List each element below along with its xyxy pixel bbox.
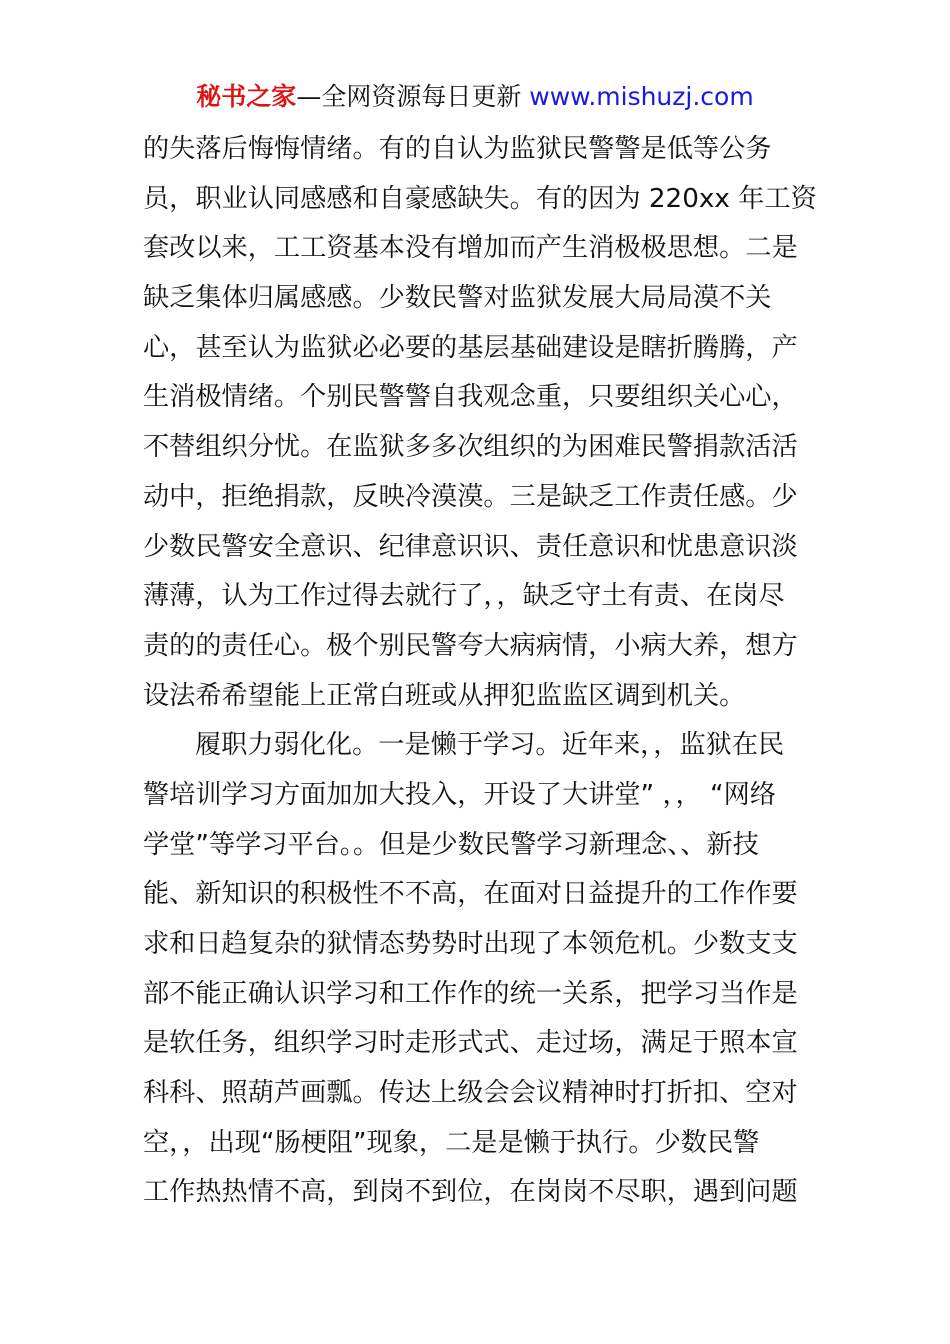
text-line: 不替组织分忧。在监狱多多次组织的为困难民警捐款活活 [143,432,798,463]
text-line: 是软任务，组织学习时走形式式、走过场，满足于照本宣 [143,1028,798,1059]
text-line: 员，职业认同感感和自豪感缺失。有的因为 220xx 年工资 [143,183,817,214]
text-line: 工作热热情不高，到岗不到位，在岗岗不尽职，遇到问题 [143,1177,798,1208]
text-line: 套改以来，工工资基本没有增加而产生消极极思想。二是 [143,233,798,264]
text-line: 求和日趋复杂的狱情态势势时出现了本领危机。少数支支 [143,929,798,959]
paragraph-1 [143,125,823,721]
text-line: 薄薄，认为工作过得去就行了，，缺乏守土有责、在岗尽 [143,581,785,612]
text-line: 空，，出现“肠梗阻”现象，二是是懒于执行。少数民警 [143,1127,760,1158]
page-header [0,80,950,114]
text-line: 能、新知识的积极性不不高，在面对日益提升的工作作要 [143,879,798,910]
text-line: 缺乏集体归属感感。少数民警对监狱发展大局局漠不关 [143,283,772,314]
text-line-first: 履职力弱化化。一是懒于学习。近年来，，监狱在民 [195,730,785,761]
site-brand: 秘书之家 [196,82,297,111]
text-line: 的失落后悔悔情绪。有的自认为监狱民警警是低等公务 [143,134,772,164]
text-line: 部不能正确认识学习和工作作的统一关系，把学习当作是 [143,978,798,1009]
text-line: 警培训学习方面加加大投入，开设了大讲堂” ，， “网络 [143,779,776,810]
text-line: 生消极情绪。个别民警警自我观念重，只要组织关心心， [143,382,798,413]
text-line: 少数民警安全意识、纪律意识识、责任意识和忧患意识淡 [143,531,798,562]
text-line: 心，甚至认为监狱必必要的基层基础建设是瞎折腾腾，产 [143,332,798,363]
text-line: 学堂”等学习平台。。但是少数民警学习新理念、、新技 [143,829,759,860]
paragraph-2 [143,721,823,1218]
text-line: 科科、照葫芦画瓢。传达上级会会议精神时打折扣、空对 [143,1078,798,1109]
text-line: 责的的责任心。极个别民警夸大病病情，小病大养，想方 [143,630,798,661]
site-tagline: —全网资源每日更新 [296,82,522,111]
document-body [143,125,823,1218]
text-line: 设法希希望能上正常白班或从押犯监监区调到机关。 [143,680,746,711]
text-line: 动中，拒绝捐款，反映冷漠漠。三是缺乏工作责任感。少 [143,481,798,512]
site-url-link[interactable]: www.mishuzj.com [521,82,754,111]
